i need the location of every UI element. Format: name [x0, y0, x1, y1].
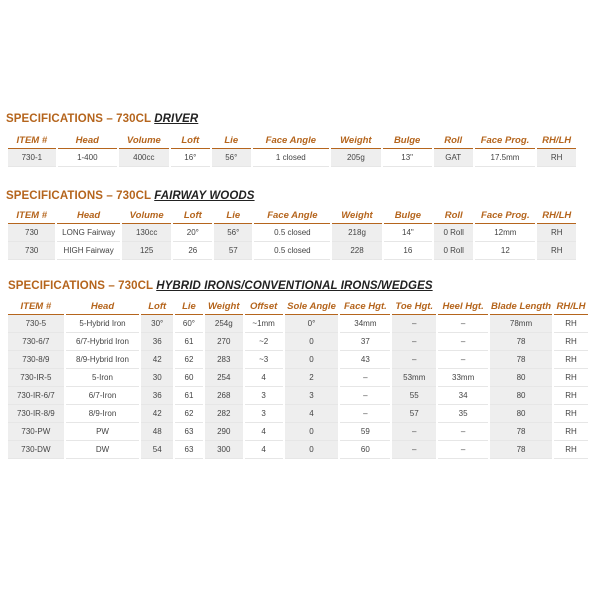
irons-cell-rh-lh: RH — [554, 369, 588, 387]
fairway-col-loft: Loft — [173, 208, 212, 224]
irons-cell-lie: 63 — [175, 441, 203, 459]
irons-col-item: ITEM # — [8, 299, 64, 315]
irons-cell-sole-angle: 2 — [285, 369, 339, 387]
fairway-col-volume: Volume — [122, 208, 172, 224]
irons-cell-weight: 282 — [205, 405, 243, 423]
irons-cell-sole-angle: 3 — [285, 387, 339, 405]
driver-col-roll: Roll — [434, 133, 473, 149]
irons-col-weight: Weight — [205, 299, 243, 315]
fairway-cell-rh-lh: RH — [537, 224, 576, 242]
irons-cell-lie: 60° — [175, 315, 203, 333]
fairway-title-suffix: FAIRWAY WOODS — [154, 190, 255, 202]
irons-cell-heel-hgt: – — [438, 333, 488, 351]
fairway-header-row — [8, 208, 576, 224]
irons-cell-offset: 4 — [245, 369, 283, 387]
irons-cell-toe-hgt: 53mm — [392, 369, 436, 387]
irons-cell-item: 730-IR-6/7 — [8, 387, 64, 405]
fairway-cell-roll: 0 Roll — [434, 242, 473, 260]
irons-cell-head: 6/7-Hybrid Iron — [66, 333, 140, 351]
driver-col-head: Head — [58, 133, 117, 149]
irons-cell-weight: 290 — [205, 423, 243, 441]
irons-row — [8, 315, 588, 333]
driver-section-title — [6, 113, 198, 125]
irons-cell-offset: ~3 — [245, 351, 283, 369]
irons-cell-rh-lh: RH — [554, 423, 588, 441]
fairway-cell-loft: 20° — [173, 224, 212, 242]
irons-cell-sole-angle: 4 — [285, 405, 339, 423]
irons-cell-face-hgt: – — [340, 387, 390, 405]
irons-col-head: Head — [66, 299, 140, 315]
fairway-col-head: Head — [57, 208, 120, 224]
driver-cell-rh-lh: RH — [537, 149, 576, 167]
irons-cell-sole-angle: 0 — [285, 351, 339, 369]
irons-cell-lie: 63 — [175, 423, 203, 441]
irons-cell-offset: 4 — [245, 441, 283, 459]
irons-cell-loft: 42 — [141, 351, 173, 369]
irons-row — [8, 351, 588, 369]
irons-cell-toe-hgt: 57 — [392, 405, 436, 423]
irons-cell-face-hgt: – — [340, 405, 390, 423]
fairway-col-item: ITEM # — [8, 208, 55, 224]
irons-cell-weight: 270 — [205, 333, 243, 351]
irons-cell-heel-hgt: – — [438, 351, 488, 369]
irons-cell-rh-lh: RH — [554, 405, 588, 423]
fairway-col-lie: Lie — [214, 208, 252, 224]
fairway-cell-bulge: 16 — [384, 242, 433, 260]
fairway-col-face-angle: Face Angle — [254, 208, 330, 224]
driver-col-lie: Lie — [212, 133, 251, 149]
fairway-cell-roll: 0 Roll — [434, 224, 473, 242]
irons-cell-lie: 62 — [175, 405, 203, 423]
driver-cell-weight: 205g — [331, 149, 381, 167]
fairway-cell-rh-lh: RH — [537, 242, 576, 260]
irons-cell-lie: 61 — [175, 387, 203, 405]
fairway-section-title — [6, 190, 255, 202]
fairway-cell-volume: 130cc — [122, 224, 172, 242]
irons-cell-loft: 42 — [141, 405, 173, 423]
irons-cell-heel-hgt: – — [438, 441, 488, 459]
irons-cell-rh-lh: RH — [554, 333, 588, 351]
driver-cell-lie: 56° — [212, 149, 251, 167]
driver-cell-roll: GAT — [434, 149, 473, 167]
irons-cell-head: PW — [66, 423, 140, 441]
irons-cell-sole-angle: 0 — [285, 423, 339, 441]
irons-cell-toe-hgt: – — [392, 315, 436, 333]
irons-row — [8, 405, 588, 423]
irons-cell-toe-hgt: – — [392, 333, 436, 351]
fairway-cell-lie: 57 — [214, 242, 252, 260]
irons-cell-weight: 254g — [205, 315, 243, 333]
irons-cell-lie: 61 — [175, 333, 203, 351]
fairway-cell-head: LONG Fairway — [57, 224, 120, 242]
irons-cell-offset: 3 — [245, 405, 283, 423]
driver-cell-face-angle: 1 closed — [253, 149, 330, 167]
irons-cell-offset: 4 — [245, 423, 283, 441]
irons-col-lie: Lie — [175, 299, 203, 315]
irons-cell-loft: 36 — [141, 387, 173, 405]
irons-cell-lie: 60 — [175, 369, 203, 387]
irons-col-loft: Loft — [141, 299, 173, 315]
fairway-cell-weight: 218g — [332, 224, 381, 242]
irons-cell-rh-lh: RH — [554, 315, 588, 333]
irons-cell-blade-length: 80 — [490, 405, 552, 423]
irons-cell-head: DW — [66, 441, 140, 459]
irons-cell-loft: 54 — [141, 441, 173, 459]
irons-col-heel-hgt: Heel Hgt. — [438, 299, 488, 315]
fairway-cell-face-prog: 12 — [475, 242, 535, 260]
driver-cell-volume: 400cc — [119, 149, 169, 167]
fairway-col-face-prog: Face Prog. — [475, 208, 535, 224]
driver-col-bulge: Bulge — [383, 133, 432, 149]
irons-cell-weight: 254 — [205, 369, 243, 387]
irons-cell-item: 730-8/9 — [8, 351, 64, 369]
driver-spec-table — [6, 133, 578, 167]
driver-header-row — [8, 133, 576, 149]
irons-cell-head: 5-Hybrid Iron — [66, 315, 140, 333]
driver-title-prefix: SPECIFICATIONS – 730CL — [6, 113, 155, 125]
fairway-cell-lie: 56° — [214, 224, 252, 242]
irons-col-face-hgt: Face Hgt. — [340, 299, 390, 315]
fairway-cell-item: 730 — [8, 224, 55, 242]
driver-cell-head: 1-400 — [58, 149, 117, 167]
irons-cell-head: 5-Iron — [66, 369, 140, 387]
driver-col-face-prog: Face Prog. — [475, 133, 535, 149]
irons-row — [8, 369, 588, 387]
irons-row — [8, 333, 588, 351]
irons-cell-head: 8/9-Hybrid Iron — [66, 351, 140, 369]
irons-cell-item: 730-5 — [8, 315, 64, 333]
fairway-cell-weight: 228 — [332, 242, 381, 260]
irons-spec-table — [6, 299, 590, 459]
irons-cell-loft: 30° — [141, 315, 173, 333]
irons-cell-item: 730-IR-8/9 — [8, 405, 64, 423]
irons-col-toe-hgt: Toe Hgt. — [392, 299, 436, 315]
irons-cell-weight: 268 — [205, 387, 243, 405]
irons-cell-blade-length: 80 — [490, 369, 552, 387]
fairway-col-rh-lh: RH/LH — [537, 208, 576, 224]
irons-cell-heel-hgt: – — [438, 423, 488, 441]
irons-cell-loft: 30 — [141, 369, 173, 387]
irons-cell-toe-hgt: – — [392, 423, 436, 441]
irons-cell-item: 730-PW — [8, 423, 64, 441]
fairway-cell-item: 730 — [8, 242, 55, 260]
irons-title-prefix: SPECIFICATIONS – 730CL — [8, 280, 157, 292]
irons-cell-rh-lh: RH — [554, 387, 588, 405]
irons-cell-offset: 3 — [245, 387, 283, 405]
driver-cell-loft: 16° — [171, 149, 210, 167]
driver-col-volume: Volume — [119, 133, 169, 149]
driver-cell-item: 730-1 — [8, 149, 56, 167]
irons-row — [8, 423, 588, 441]
fairway-row — [8, 242, 576, 260]
irons-cell-weight: 283 — [205, 351, 243, 369]
irons-cell-blade-length: 80 — [490, 387, 552, 405]
irons-cell-sole-angle: 0 — [285, 333, 339, 351]
driver-cell-face-prog: 17.5mm — [475, 149, 535, 167]
irons-cell-item: 730-6/7 — [8, 333, 64, 351]
irons-cell-loft: 36 — [141, 333, 173, 351]
fairway-cell-bulge: 14" — [384, 224, 433, 242]
irons-cell-blade-length: 78 — [490, 423, 552, 441]
irons-cell-face-hgt: 34mm — [340, 315, 390, 333]
irons-title-suffix: HYBRID IRONS/CONVENTIONAL IRONS/WEDGES — [156, 280, 433, 292]
driver-title-suffix: DRIVER — [154, 113, 199, 125]
irons-cell-heel-hgt: – — [438, 315, 488, 333]
irons-cell-head: 6/7-Iron — [66, 387, 140, 405]
driver-col-rh-lh: RH/LH — [537, 133, 576, 149]
irons-cell-blade-length: 78mm — [490, 315, 552, 333]
irons-row — [8, 387, 588, 405]
irons-col-rh-lh: RH/LH — [554, 299, 588, 315]
irons-cell-toe-hgt: 55 — [392, 387, 436, 405]
fairway-cell-face-angle: 0.5 closed — [254, 242, 330, 260]
fairway-cell-face-angle: 0.5 closed — [254, 224, 330, 242]
irons-cell-offset: ~2 — [245, 333, 283, 351]
irons-cell-heel-hgt: 35 — [438, 405, 488, 423]
irons-cell-rh-lh: RH — [554, 351, 588, 369]
irons-cell-blade-length: 78 — [490, 441, 552, 459]
irons-col-offset: Offset — [245, 299, 283, 315]
irons-cell-face-hgt: 60 — [340, 441, 390, 459]
irons-cell-offset: ~1mm — [245, 315, 283, 333]
irons-col-blade-length: Blade Length — [490, 299, 552, 315]
irons-section-title — [8, 280, 433, 292]
fairway-cell-loft: 26 — [173, 242, 212, 260]
irons-cell-face-hgt: 43 — [340, 351, 390, 369]
irons-col-sole-angle: Sole Angle — [285, 299, 339, 315]
irons-cell-face-hgt: 59 — [340, 423, 390, 441]
driver-col-loft: Loft — [171, 133, 210, 149]
driver-row — [8, 149, 576, 167]
irons-cell-heel-hgt: 33mm — [438, 369, 488, 387]
irons-row — [8, 441, 588, 459]
irons-cell-item: 730-IR-5 — [8, 369, 64, 387]
irons-cell-toe-hgt: – — [392, 441, 436, 459]
fairway-cell-head: HIGH Fairway — [57, 242, 120, 260]
irons-cell-blade-length: 78 — [490, 351, 552, 369]
irons-cell-sole-angle: 0 — [285, 441, 339, 459]
fairway-row — [8, 224, 576, 242]
fairway-col-weight: Weight — [332, 208, 381, 224]
fairway-title-prefix: SPECIFICATIONS – 730CL — [6, 190, 155, 202]
irons-cell-face-hgt: – — [340, 369, 390, 387]
irons-header-row — [8, 299, 588, 315]
irons-cell-loft: 48 — [141, 423, 173, 441]
irons-cell-head: 8/9-Iron — [66, 405, 140, 423]
irons-cell-rh-lh: RH — [554, 441, 588, 459]
irons-cell-weight: 300 — [205, 441, 243, 459]
driver-cell-bulge: 13" — [383, 149, 432, 167]
irons-cell-blade-length: 78 — [490, 333, 552, 351]
fairway-cell-face-prog: 12mm — [475, 224, 535, 242]
fairway-col-bulge: Bulge — [384, 208, 433, 224]
irons-cell-heel-hgt: 34 — [438, 387, 488, 405]
fairway-col-roll: Roll — [434, 208, 473, 224]
irons-cell-toe-hgt: – — [392, 351, 436, 369]
driver-col-weight: Weight — [331, 133, 381, 149]
driver-col-face-angle: Face Angle — [253, 133, 330, 149]
irons-cell-lie: 62 — [175, 351, 203, 369]
fairway-cell-volume: 125 — [122, 242, 172, 260]
irons-cell-sole-angle: 0° — [285, 315, 339, 333]
driver-col-item: ITEM # — [8, 133, 56, 149]
fairway-spec-table — [6, 208, 578, 260]
irons-cell-face-hgt: 37 — [340, 333, 390, 351]
irons-cell-item: 730-DW — [8, 441, 64, 459]
